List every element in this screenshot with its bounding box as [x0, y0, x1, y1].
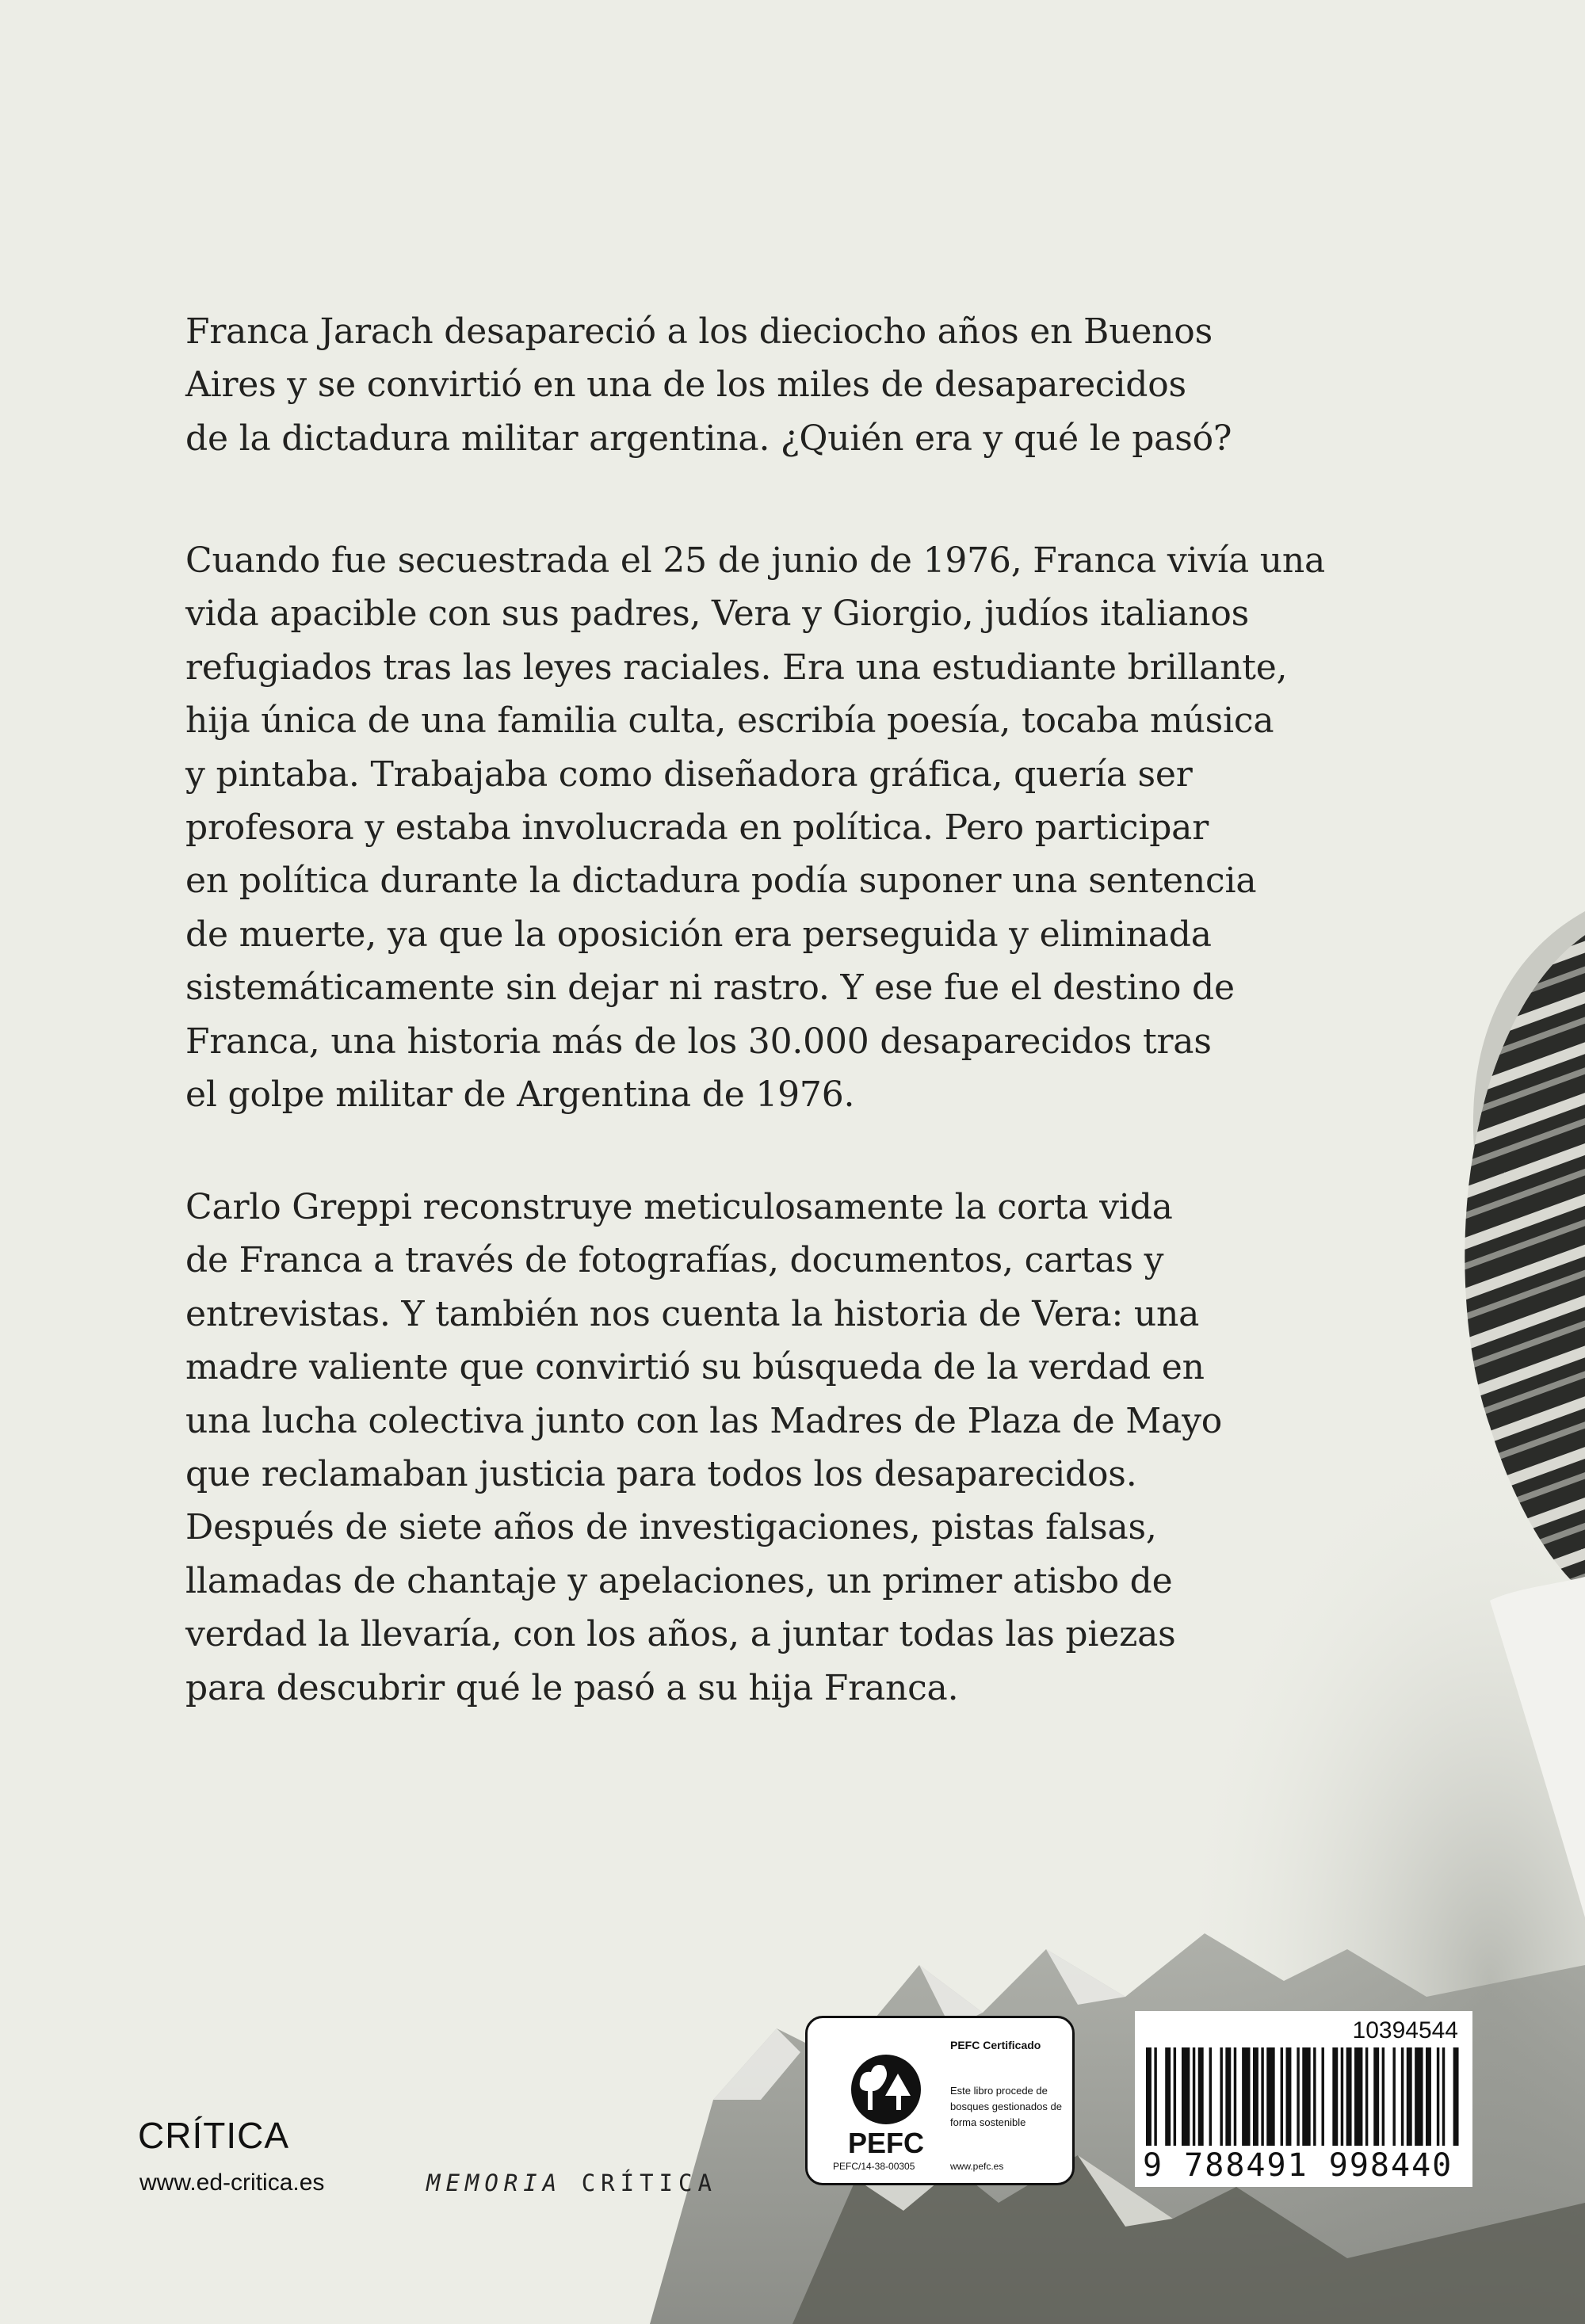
pefc-logo-text: PEFC	[847, 2127, 925, 2159]
pefc-url: www.pefc.es	[950, 2161, 1004, 2172]
text-line: Después de siete años de investigaciones, pistas falsas,	[185, 1507, 1157, 1548]
barcode-bar	[1174, 2047, 1176, 2146]
barcode-bar	[1302, 2047, 1310, 2146]
barcode-bar	[1234, 2047, 1236, 2146]
pefc-certification-badge	[805, 2016, 1075, 2185]
barcode-bar	[1332, 2047, 1338, 2146]
barcode-bar	[1453, 2047, 1459, 2146]
barcode-bar	[1442, 2047, 1445, 2146]
barcode-bars-icon	[1144, 2047, 1463, 2146]
text-line: el golpe militar de Argentina de 1976.	[185, 1074, 855, 1116]
barcode-bar	[1437, 2047, 1439, 2146]
barcode-bar	[1415, 2047, 1423, 2146]
barcode-bar	[1354, 2047, 1362, 2146]
text-line: hija única de una familia culta, escribía poesía, tocaba música	[185, 700, 1274, 742]
text-line: para descubrir qué le pasó a su hija Franca.	[185, 1667, 959, 1708]
barcode-bar	[1209, 2047, 1212, 2146]
barcode-bar	[1426, 2047, 1431, 2146]
text-line: madre valiente que convirtió su búsqueda de la verdad en	[185, 1347, 1205, 1388]
barcode-bar	[1407, 2047, 1412, 2146]
barcode-bar	[1401, 2047, 1404, 2146]
text-line: profesora y estaba involucrada en política. Pero participar	[185, 807, 1209, 849]
barcode-bar	[1365, 2047, 1368, 2146]
series-word-1: MEMORIA	[426, 2169, 563, 2196]
text-line: una lucha colectiva junto con las Madres de Plaza de Mayo	[185, 1400, 1223, 1441]
barcode-bar	[1392, 2047, 1395, 2146]
pefc-title: PEFC Certificado	[950, 2039, 1041, 2051]
barcode-bar	[1225, 2047, 1231, 2146]
barcode-bar	[1321, 2047, 1323, 2146]
barcode-bar	[1313, 2047, 1316, 2146]
barcode-bar	[1198, 2047, 1204, 2146]
text-line: Carlo Greppi reconstruye meticulosamente la corta vida	[185, 1187, 1173, 1227]
text-line: vida apacible con sus padres, Vera y Giorgio, judíos italianos	[185, 593, 1250, 635]
barcode-bar	[1242, 2047, 1250, 2146]
barcode-bar	[1220, 2047, 1222, 2146]
text-line: que reclamaban justicia para todos los desaparecidos.	[185, 1454, 1137, 1495]
barcode-bar	[1193, 2047, 1195, 2146]
barcode-reference: 10394544	[1352, 2017, 1458, 2044]
text-line: Aires y se convirtió en una de los miles de desaparecidos	[185, 364, 1186, 406]
text-line: de la dictadura militar argentina. ¿Quién era y qué le pasó?	[185, 418, 1232, 459]
barcode-bar	[1266, 2047, 1274, 2146]
text-line: refugiados tras las leyes raciales. Era una estudiante brillante,	[185, 647, 1288, 688]
barcode-bar	[1146, 2047, 1152, 2146]
isbn-barcode	[1135, 2011, 1472, 2187]
text-line: verdad la llevaría, con los años, a juntar todas las piezas	[185, 1614, 1176, 1655]
barcode-bar	[1297, 2047, 1299, 2146]
blurb-paragraph-3	[185, 1181, 1422, 1715]
barcode-bar	[1373, 2047, 1379, 2146]
pefc-code: PEFC/14-38-00305	[833, 2161, 915, 2172]
series-name	[426, 2169, 717, 2196]
text-line: Franca, una historia más de los 30.000 desaparecidos tras	[185, 1021, 1212, 1062]
barcode-bar	[1253, 2047, 1258, 2146]
text-line: de muerte, ya que la oposición era perseguida y eliminada	[185, 914, 1212, 955]
text-line: llamadas de chantaje y apelaciones, un primer atisbo de	[185, 1560, 1173, 1601]
barcode-digits: 9 788491 998440	[1143, 2147, 1453, 2184]
barcode-bar	[1165, 2047, 1171, 2146]
barcode-bar	[1261, 2047, 1263, 2146]
barcode-bar	[1154, 2047, 1156, 2146]
text-line: de Franca a través de fotografías, documentos, cartas y	[185, 1240, 1164, 1281]
blurb-paragraph-2	[185, 534, 1422, 1121]
text-line: entrevistas. Y también nos cuenta la historia de Vera: una	[185, 1293, 1200, 1334]
publisher-url[interactable]: www.ed-critica.es	[139, 2169, 325, 2196]
text-line: en política durante la dictadura podía suponer una sentencia	[185, 861, 1257, 902]
pefc-logo-icon	[827, 2042, 945, 2161]
barcode-bar	[1182, 2047, 1190, 2146]
barcode-bar	[1341, 2047, 1343, 2146]
publisher-logo: CRÍTICA	[138, 2115, 289, 2156]
barcode-bar	[1286, 2047, 1292, 2146]
text-line: Franca Jarach desapareció a los dieciocho años en Buenos	[185, 311, 1213, 352]
text-line: Cuando fue secuestrada el 25 de junio de 1976, Franca vivía una	[185, 540, 1326, 581]
text-line: y pintaba. Trabajaba como diseñadora gráfica, quería ser	[185, 754, 1193, 795]
pefc-description: Este libro procede de bosques gestionados de forma sostenible	[950, 2085, 1062, 2128]
blurb-paragraph-1	[185, 305, 1422, 465]
text-line: sistemáticamente sin dejar ni rastro. Y ese fue el destino de	[185, 967, 1235, 1009]
series-word-2: CRÍTICA	[581, 2169, 717, 2196]
barcode-bar	[1346, 2047, 1352, 2146]
barcode-bar	[1281, 2047, 1283, 2146]
barcode-bar	[1382, 2047, 1384, 2146]
